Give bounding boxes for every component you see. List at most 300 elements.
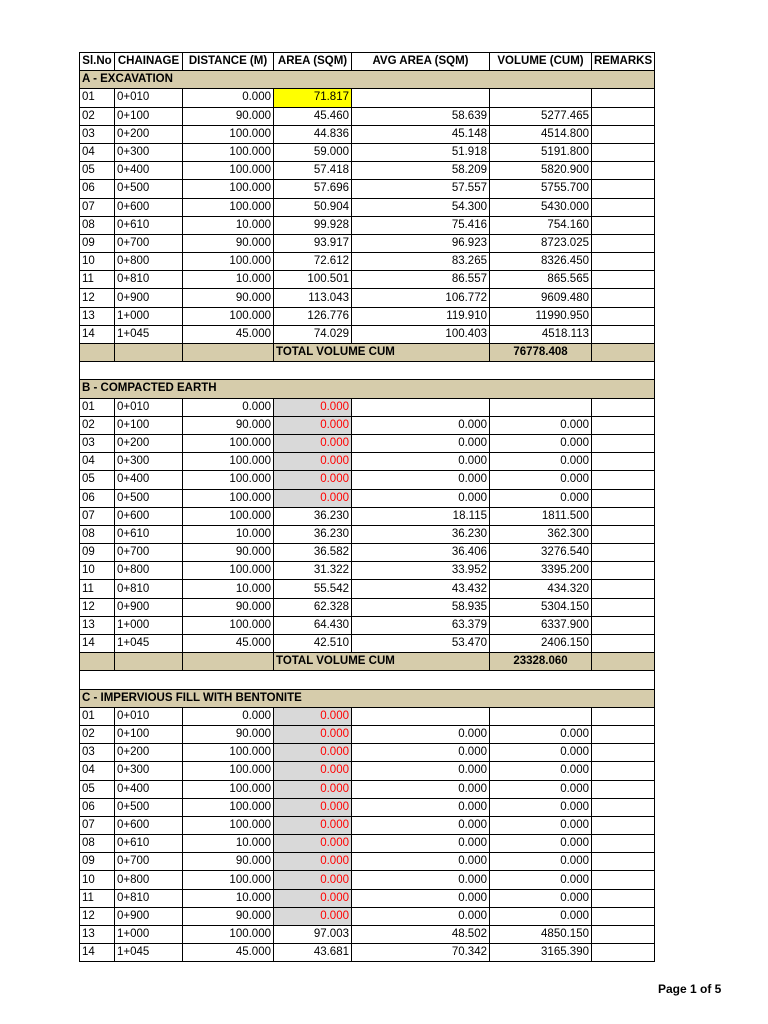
volume-cell: 11990.950 xyxy=(490,307,592,325)
sl-no-cell: 08 xyxy=(80,216,115,234)
distance-cell: 100.000 xyxy=(183,471,274,489)
volume-cell: 0.000 xyxy=(490,489,592,507)
avg-area-cell: 100.403 xyxy=(352,325,490,343)
remarks-cell xyxy=(592,489,655,507)
table-row xyxy=(80,198,655,216)
avg-area-cell: 0.000 xyxy=(352,434,490,452)
remarks-cell xyxy=(592,635,655,653)
remarks-cell xyxy=(592,889,655,907)
sl-no-cell: 06 xyxy=(80,180,115,198)
remarks-cell xyxy=(592,598,655,616)
distance-cell: 100.000 xyxy=(183,434,274,452)
volume-cell: 3165.390 xyxy=(490,944,592,962)
sl-no-cell: 05 xyxy=(80,780,115,798)
area-cell: 113.043 xyxy=(274,289,352,307)
remarks-cell xyxy=(592,143,655,161)
distance-cell: 100.000 xyxy=(183,198,274,216)
area-cell: 0.000 xyxy=(274,416,352,434)
avg-area-cell: 58.935 xyxy=(352,598,490,616)
area-cell: 55.542 xyxy=(274,580,352,598)
section-title: B - COMPACTED EARTH xyxy=(80,380,655,398)
table-row xyxy=(80,816,655,834)
distance-cell: 0.000 xyxy=(183,398,274,416)
volume-cell: 0.000 xyxy=(490,835,592,853)
chainage-cell: 0+200 xyxy=(115,125,183,143)
sl-no-cell: 03 xyxy=(80,125,115,143)
volume-cell: 0.000 xyxy=(490,416,592,434)
avg-area-cell xyxy=(352,89,490,107)
chainage-cell: 1+045 xyxy=(115,944,183,962)
chainage-cell: 0+400 xyxy=(115,162,183,180)
chainage-cell: 0+500 xyxy=(115,798,183,816)
sl-no-cell: 11 xyxy=(80,580,115,598)
table-row xyxy=(80,271,655,289)
distance-cell: 10.000 xyxy=(183,835,274,853)
avg-area-cell: 0.000 xyxy=(352,889,490,907)
avg-area-cell: 0.000 xyxy=(352,907,490,925)
volume-cell: 0.000 xyxy=(490,744,592,762)
distance-cell: 90.000 xyxy=(183,289,274,307)
area-cell: 45.460 xyxy=(274,107,352,125)
sl-no-cell: 07 xyxy=(80,198,115,216)
table-row xyxy=(80,635,655,653)
total-empty-cell xyxy=(115,344,183,362)
area-cell: 36.230 xyxy=(274,507,352,525)
chainage-cell: 0+800 xyxy=(115,562,183,580)
table-row xyxy=(80,180,655,198)
area-cell: 0.000 xyxy=(274,489,352,507)
table-row xyxy=(80,489,655,507)
distance-cell: 100.000 xyxy=(183,926,274,944)
volume-cell: 0.000 xyxy=(490,816,592,834)
distance-cell: 100.000 xyxy=(183,162,274,180)
remarks-cell xyxy=(592,725,655,743)
volume-cell: 865.565 xyxy=(490,271,592,289)
remarks-cell xyxy=(592,216,655,234)
header-distance: DISTANCE (M) xyxy=(183,53,274,71)
spacer-cell xyxy=(80,671,655,689)
avg-area-cell: 36.406 xyxy=(352,544,490,562)
sl-no-cell: 06 xyxy=(80,489,115,507)
sl-no-cell: 11 xyxy=(80,271,115,289)
avg-area-cell: 43.432 xyxy=(352,580,490,598)
table-row xyxy=(80,307,655,325)
chainage-cell: 0+400 xyxy=(115,471,183,489)
area-cell: 0.000 xyxy=(274,907,352,925)
table-row xyxy=(80,471,655,489)
area-cell: 44.836 xyxy=(274,125,352,143)
total-empty-cell xyxy=(80,653,115,671)
remarks-cell xyxy=(592,162,655,180)
sl-no-cell: 08 xyxy=(80,835,115,853)
area-cell: 57.418 xyxy=(274,162,352,180)
area-cell: 99.928 xyxy=(274,216,352,234)
table-row xyxy=(80,525,655,543)
avg-area-cell xyxy=(352,707,490,725)
area-cell: 0.000 xyxy=(274,780,352,798)
volume-cell: 0.000 xyxy=(490,798,592,816)
volume-cell: 0.000 xyxy=(490,889,592,907)
area-cell: 0.000 xyxy=(274,453,352,471)
remarks-cell xyxy=(592,562,655,580)
table-row xyxy=(80,798,655,816)
chainage-cell: 0+900 xyxy=(115,289,183,307)
total-empty-cell xyxy=(80,344,115,362)
table-row xyxy=(80,762,655,780)
sl-no-cell: 12 xyxy=(80,598,115,616)
total-empty-cell xyxy=(183,344,274,362)
table-row xyxy=(80,89,655,107)
table-row xyxy=(80,616,655,634)
remarks-cell xyxy=(592,707,655,725)
volume-cell: 3395.200 xyxy=(490,562,592,580)
area-cell: 0.000 xyxy=(274,853,352,871)
distance-cell: 10.000 xyxy=(183,216,274,234)
chainage-cell: 0+010 xyxy=(115,398,183,416)
volume-cell: 5304.150 xyxy=(490,598,592,616)
sl-no-cell: 11 xyxy=(80,889,115,907)
area-cell: 71.817 xyxy=(274,89,352,107)
table-row xyxy=(80,434,655,452)
area-cell: 126.776 xyxy=(274,307,352,325)
table-row xyxy=(80,416,655,434)
avg-area-cell: 86.557 xyxy=(352,271,490,289)
area-cell: 0.000 xyxy=(274,798,352,816)
chainage-cell: 1+000 xyxy=(115,307,183,325)
volume-cell: 5430.000 xyxy=(490,198,592,216)
remarks-cell xyxy=(592,253,655,271)
table-row xyxy=(80,835,655,853)
remarks-cell xyxy=(592,798,655,816)
header-chainage: CHAINAGE xyxy=(115,53,183,71)
table-row xyxy=(80,234,655,252)
area-cell: 62.328 xyxy=(274,598,352,616)
remarks-cell xyxy=(592,89,655,107)
total-label: TOTAL VOLUME CUM xyxy=(274,653,490,671)
volume-cell: 434.320 xyxy=(490,580,592,598)
avg-area-cell: 58.639 xyxy=(352,107,490,125)
area-cell: 57.696 xyxy=(274,180,352,198)
avg-area-cell: 96.923 xyxy=(352,234,490,252)
volume-cell: 0.000 xyxy=(490,762,592,780)
volume-cell: 8723.025 xyxy=(490,234,592,252)
chainage-cell: 0+600 xyxy=(115,198,183,216)
avg-area-cell: 83.265 xyxy=(352,253,490,271)
section-title-row xyxy=(80,689,655,707)
section-title-row xyxy=(80,71,655,89)
distance-cell: 45.000 xyxy=(183,944,274,962)
area-cell: 0.000 xyxy=(274,816,352,834)
volume-cell: 0.000 xyxy=(490,780,592,798)
volume-cell: 5820.900 xyxy=(490,162,592,180)
volume-cell: 5277.465 xyxy=(490,107,592,125)
chainage-cell: 0+200 xyxy=(115,434,183,452)
total-value: 76778.408 xyxy=(490,344,592,362)
area-cell: 74.029 xyxy=(274,325,352,343)
table-row xyxy=(80,562,655,580)
area-cell: 50.904 xyxy=(274,198,352,216)
chainage-cell: 0+200 xyxy=(115,744,183,762)
avg-area-cell: 63.379 xyxy=(352,616,490,634)
distance-cell: 90.000 xyxy=(183,234,274,252)
sl-no-cell: 13 xyxy=(80,307,115,325)
area-cell: 93.917 xyxy=(274,234,352,252)
volume-cell: 0.000 xyxy=(490,853,592,871)
distance-cell: 100.000 xyxy=(183,453,274,471)
remarks-cell xyxy=(592,871,655,889)
sl-no-cell: 01 xyxy=(80,707,115,725)
area-cell: 36.582 xyxy=(274,544,352,562)
remarks-cell xyxy=(592,926,655,944)
sl-no-cell: 09 xyxy=(80,544,115,562)
remarks-cell xyxy=(592,453,655,471)
chainage-cell: 0+010 xyxy=(115,89,183,107)
chainage-cell: 0+810 xyxy=(115,889,183,907)
distance-cell: 100.000 xyxy=(183,816,274,834)
distance-cell: 90.000 xyxy=(183,107,274,125)
chainage-cell: 1+000 xyxy=(115,926,183,944)
table-row xyxy=(80,889,655,907)
total-empty-cell xyxy=(183,653,274,671)
distance-cell: 100.000 xyxy=(183,307,274,325)
remarks-cell xyxy=(592,853,655,871)
chainage-cell: 0+810 xyxy=(115,580,183,598)
volume-cell: 0.000 xyxy=(490,471,592,489)
sl-no-cell: 08 xyxy=(80,525,115,543)
header-remarks: REMARKS xyxy=(592,53,655,71)
avg-area-cell: 0.000 xyxy=(352,853,490,871)
avg-area-cell: 106.772 xyxy=(352,289,490,307)
avg-area-cell: 0.000 xyxy=(352,762,490,780)
avg-area-cell: 36.230 xyxy=(352,525,490,543)
table-row xyxy=(80,216,655,234)
table-row xyxy=(80,107,655,125)
remarks-cell xyxy=(592,234,655,252)
remarks-cell xyxy=(592,580,655,598)
table-row xyxy=(80,853,655,871)
distance-cell: 100.000 xyxy=(183,125,274,143)
remarks-cell xyxy=(592,416,655,434)
distance-cell: 10.000 xyxy=(183,580,274,598)
remarks-cell xyxy=(592,271,655,289)
area-cell: 42.510 xyxy=(274,635,352,653)
spacer-cell xyxy=(80,362,655,380)
distance-cell: 100.000 xyxy=(183,744,274,762)
remarks-cell xyxy=(592,198,655,216)
avg-area-cell: 0.000 xyxy=(352,725,490,743)
distance-cell: 90.000 xyxy=(183,725,274,743)
distance-cell: 100.000 xyxy=(183,143,274,161)
header-row xyxy=(80,53,655,71)
table-row xyxy=(80,507,655,525)
table-row xyxy=(80,580,655,598)
chainage-cell: 1+045 xyxy=(115,325,183,343)
chainage-cell: 0+900 xyxy=(115,907,183,925)
remarks-cell xyxy=(592,525,655,543)
remarks-cell xyxy=(592,307,655,325)
header-volume: VOLUME (CUM) xyxy=(490,53,592,71)
remarks-cell xyxy=(592,835,655,853)
header-sl-no: Sl.No xyxy=(80,53,115,71)
chainage-cell: 0+400 xyxy=(115,780,183,798)
chainage-cell: 0+500 xyxy=(115,180,183,198)
header-avg-area: AVG AREA (SQM) xyxy=(352,53,490,71)
sl-no-cell: 14 xyxy=(80,325,115,343)
sl-no-cell: 02 xyxy=(80,107,115,125)
area-cell: 0.000 xyxy=(274,835,352,853)
remarks-cell xyxy=(592,762,655,780)
chainage-cell: 0+600 xyxy=(115,507,183,525)
chainage-cell: 0+300 xyxy=(115,762,183,780)
table-row xyxy=(80,744,655,762)
distance-cell: 0.000 xyxy=(183,707,274,725)
total-empty-cell xyxy=(592,653,655,671)
distance-cell: 100.000 xyxy=(183,871,274,889)
quantity-table xyxy=(79,52,655,962)
avg-area-cell xyxy=(352,398,490,416)
chainage-cell: 0+100 xyxy=(115,107,183,125)
sl-no-cell: 13 xyxy=(80,616,115,634)
chainage-cell: 0+610 xyxy=(115,525,183,543)
chainage-cell: 0+010 xyxy=(115,707,183,725)
distance-cell: 100.000 xyxy=(183,616,274,634)
volume-cell: 0.000 xyxy=(490,434,592,452)
volume-cell: 2406.150 xyxy=(490,635,592,653)
sl-no-cell: 06 xyxy=(80,798,115,816)
sl-no-cell: 09 xyxy=(80,853,115,871)
area-cell: 59.000 xyxy=(274,143,352,161)
area-cell: 0.000 xyxy=(274,871,352,889)
table-row xyxy=(80,143,655,161)
distance-cell: 100.000 xyxy=(183,798,274,816)
avg-area-cell: 0.000 xyxy=(352,798,490,816)
avg-area-cell: 33.952 xyxy=(352,562,490,580)
chainage-cell: 0+100 xyxy=(115,416,183,434)
avg-area-cell: 0.000 xyxy=(352,453,490,471)
remarks-cell xyxy=(592,434,655,452)
table-row xyxy=(80,125,655,143)
area-cell: 64.430 xyxy=(274,616,352,634)
table-row xyxy=(80,544,655,562)
total-empty-cell xyxy=(592,344,655,362)
area-cell: 0.000 xyxy=(274,725,352,743)
chainage-cell: 0+800 xyxy=(115,871,183,889)
sl-no-cell: 02 xyxy=(80,416,115,434)
section-title: A - EXCAVATION xyxy=(80,71,655,89)
volume-cell: 4514.800 xyxy=(490,125,592,143)
chainage-cell: 1+000 xyxy=(115,616,183,634)
volume-cell: 754.160 xyxy=(490,216,592,234)
volume-cell xyxy=(490,89,592,107)
distance-cell: 100.000 xyxy=(183,780,274,798)
avg-area-cell: 57.557 xyxy=(352,180,490,198)
avg-area-cell: 0.000 xyxy=(352,416,490,434)
avg-area-cell: 0.000 xyxy=(352,489,490,507)
table-row xyxy=(80,398,655,416)
distance-cell: 90.000 xyxy=(183,853,274,871)
total-empty-cell xyxy=(115,653,183,671)
distance-cell: 10.000 xyxy=(183,271,274,289)
sl-no-cell: 04 xyxy=(80,453,115,471)
avg-area-cell: 45.148 xyxy=(352,125,490,143)
sl-no-cell: 04 xyxy=(80,762,115,780)
chainage-cell: 0+700 xyxy=(115,234,183,252)
chainage-cell: 0+900 xyxy=(115,598,183,616)
remarks-cell xyxy=(592,125,655,143)
volume-cell: 4518.113 xyxy=(490,325,592,343)
sl-no-cell: 09 xyxy=(80,234,115,252)
sl-no-cell: 14 xyxy=(80,635,115,653)
remarks-cell xyxy=(592,107,655,125)
avg-area-cell: 0.000 xyxy=(352,471,490,489)
sl-no-cell: 10 xyxy=(80,871,115,889)
distance-cell: 90.000 xyxy=(183,598,274,616)
avg-area-cell: 70.342 xyxy=(352,944,490,962)
avg-area-cell: 0.000 xyxy=(352,871,490,889)
avg-area-cell: 53.470 xyxy=(352,635,490,653)
area-cell: 0.000 xyxy=(274,471,352,489)
avg-area-cell: 51.918 xyxy=(352,143,490,161)
avg-area-cell: 0.000 xyxy=(352,835,490,853)
volume-cell: 9609.480 xyxy=(490,289,592,307)
remarks-cell xyxy=(592,780,655,798)
remarks-cell xyxy=(592,325,655,343)
remarks-cell xyxy=(592,398,655,416)
table-row xyxy=(80,598,655,616)
section-title: C - IMPERVIOUS FILL WITH BENTONITE xyxy=(80,689,655,707)
area-cell: 36.230 xyxy=(274,525,352,543)
volume-cell: 8326.450 xyxy=(490,253,592,271)
remarks-cell xyxy=(592,744,655,762)
volume-cell: 5755.700 xyxy=(490,180,592,198)
total-row xyxy=(80,653,655,671)
chainage-cell: 0+700 xyxy=(115,853,183,871)
remarks-cell xyxy=(592,907,655,925)
area-cell: 0.000 xyxy=(274,707,352,725)
sl-no-cell: 07 xyxy=(80,816,115,834)
volume-cell: 0.000 xyxy=(490,871,592,889)
avg-area-cell: 0.000 xyxy=(352,816,490,834)
remarks-cell xyxy=(592,471,655,489)
distance-cell: 100.000 xyxy=(183,762,274,780)
volume-cell: 4850.150 xyxy=(490,926,592,944)
sl-no-cell: 05 xyxy=(80,471,115,489)
sl-no-cell: 07 xyxy=(80,507,115,525)
distance-cell: 90.000 xyxy=(183,544,274,562)
distance-cell: 100.000 xyxy=(183,507,274,525)
volume-cell: 3276.540 xyxy=(490,544,592,562)
sl-no-cell: 10 xyxy=(80,562,115,580)
chainage-cell: 0+100 xyxy=(115,725,183,743)
remarks-cell xyxy=(592,544,655,562)
sl-no-cell: 02 xyxy=(80,725,115,743)
area-cell: 0.000 xyxy=(274,434,352,452)
area-cell: 0.000 xyxy=(274,889,352,907)
table-row xyxy=(80,453,655,471)
chainage-cell: 1+045 xyxy=(115,635,183,653)
remarks-cell xyxy=(592,816,655,834)
table-row xyxy=(80,944,655,962)
avg-area-cell: 119.910 xyxy=(352,307,490,325)
distance-cell: 100.000 xyxy=(183,562,274,580)
avg-area-cell: 48.502 xyxy=(352,926,490,944)
chainage-cell: 0+800 xyxy=(115,253,183,271)
remarks-cell xyxy=(592,944,655,962)
volume-cell: 0.000 xyxy=(490,453,592,471)
remarks-cell xyxy=(592,507,655,525)
sl-no-cell: 03 xyxy=(80,434,115,452)
sl-no-cell: 10 xyxy=(80,253,115,271)
